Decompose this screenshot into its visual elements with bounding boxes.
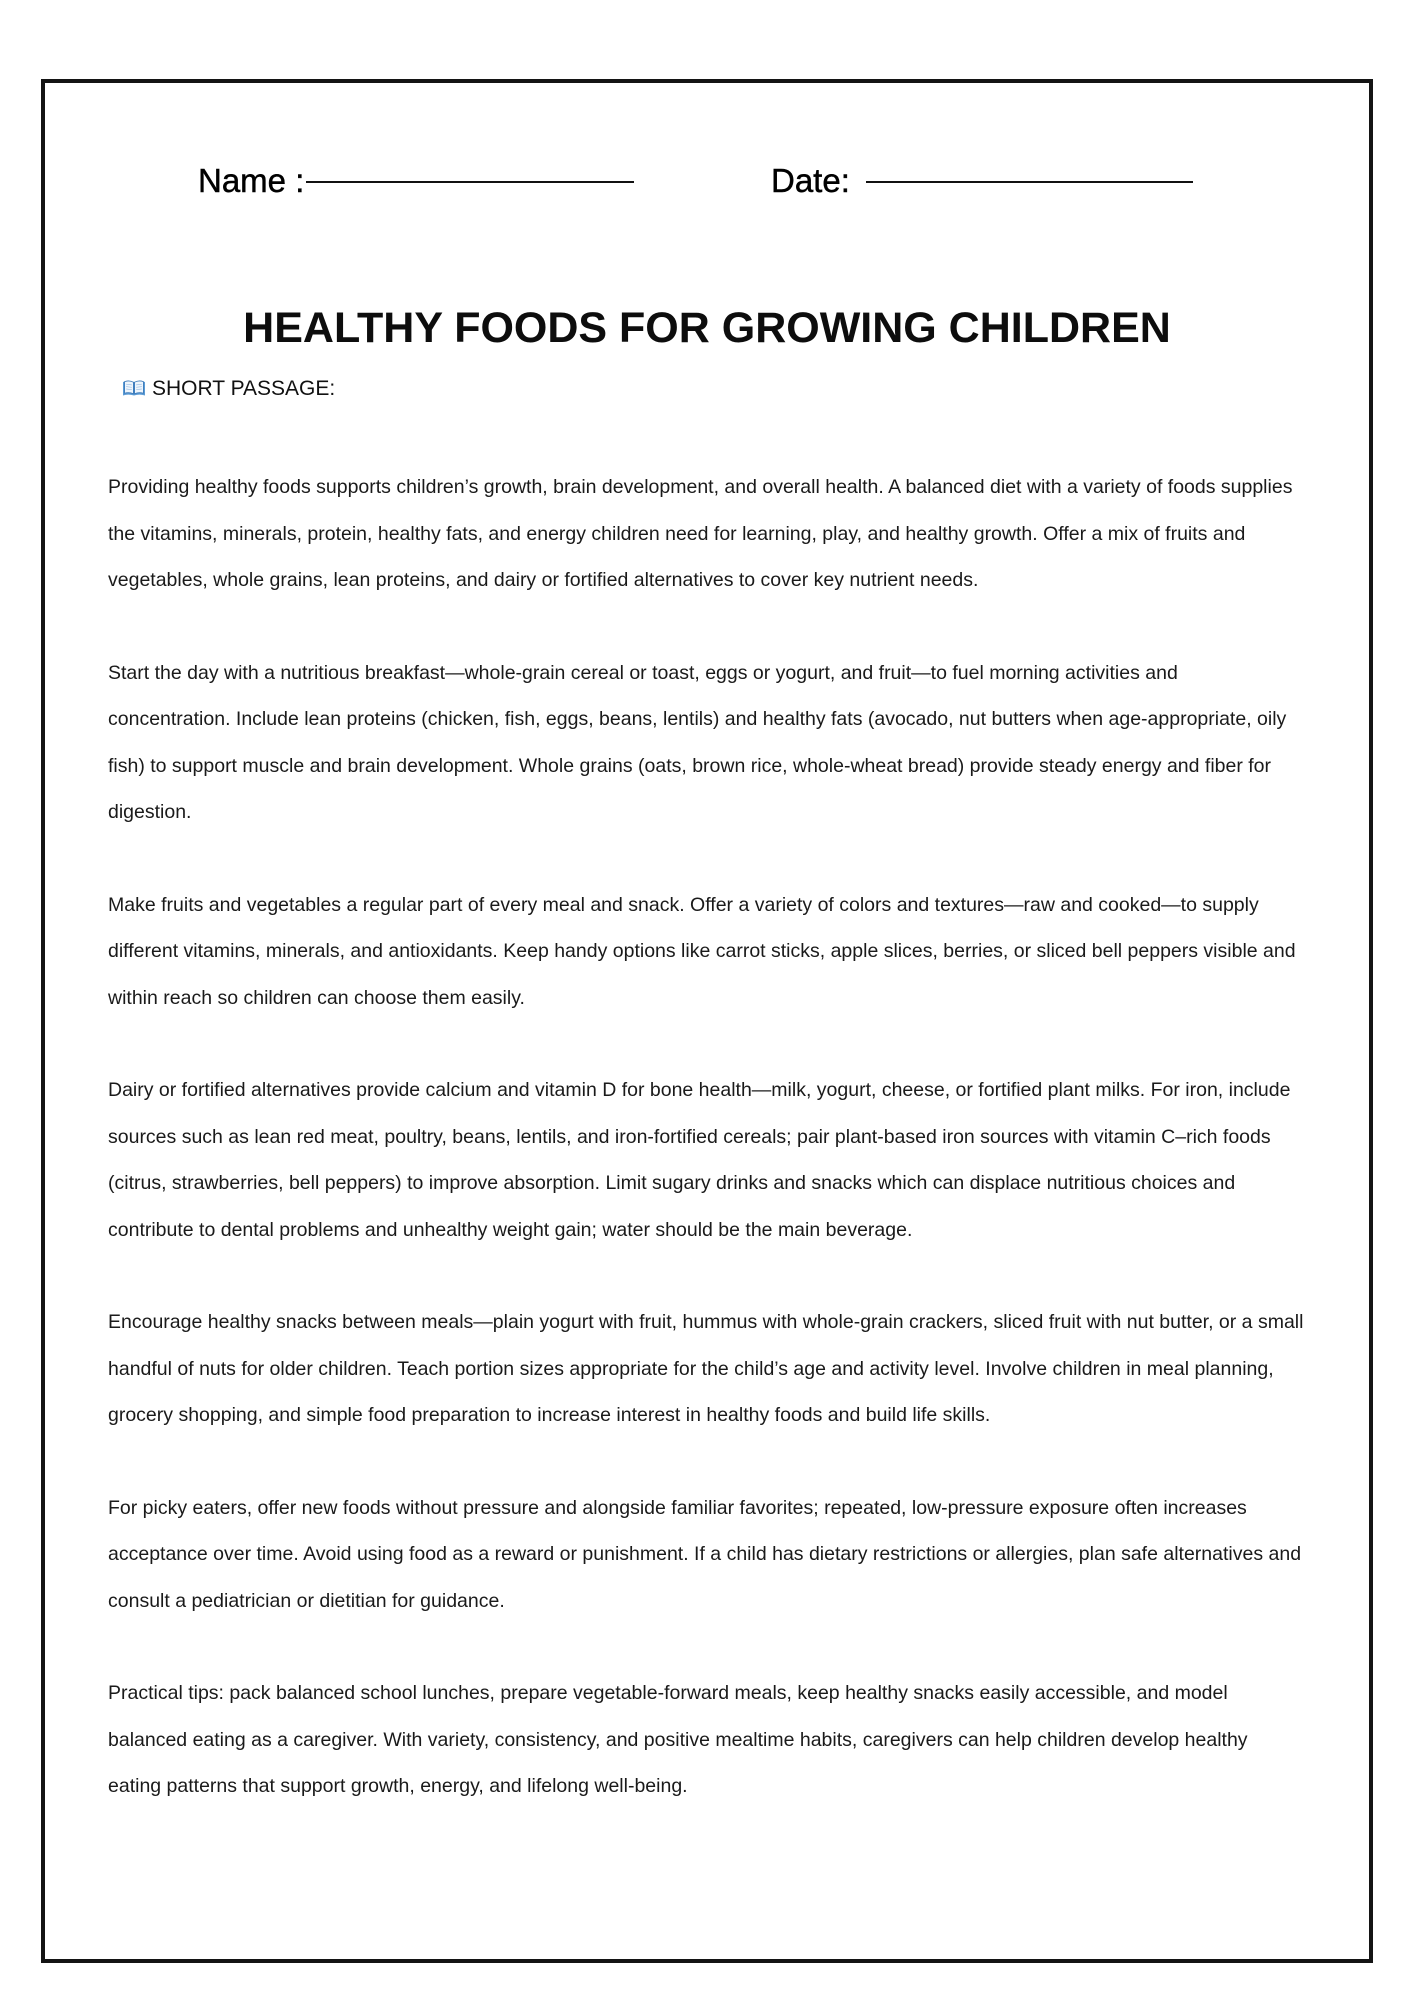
passage-paragraph: Start the day with a nutritious breakfast—whole-grain cereal or toast, eggs or yogurt, and fruit—to fuel morning activities and concentration. Include lean proteins (chicken, fish, eggs, beans, lentils) and healthy fats (avocado, nut butters when age-appropriate, oily fish) to support muscle and brain development. Whole grains (oats, brown rice, whole-wheat bread) provide steady energy and fiber for digestion.	[108, 661, 1287, 823]
passage-paragraph: For picky eaters, offer new foods without pressure and alongside familiar favorites; repeated, low-pressure exposure often increases acceptance over time. Avoid using food as a reward or punishment. If a child has dietary restrictions or allergies, plan safe alternatives and consult a pediatrician or dietitian for guidance.	[108, 1496, 1302, 1612]
passage-paragraph: Make fruits and vegetables a regular part of every meal and snack. Offer a variety of colors and textures—raw and cooked—to supply different vitamins, minerals, and antioxidants. Keep handy options like carrot sticks, apple slices, berries, or sliced bell peppers visible and within reach so children can choose them easily.	[108, 893, 1296, 1009]
section-heading	[122, 376, 335, 400]
date-label: Date:	[771, 162, 850, 199]
section-label: SHORT PASSAGE:	[152, 376, 336, 400]
passage-paragraph: Encourage healthy snacks between meals—plain yogurt with fruit, hummus with whole-grain crackers, sliced fruit with nut butter, or a small handful of nuts for older children. Teach portion sizes appropriate for the child’s age and activity level. Involve children in meal planning, grocery shopping, and simple food preparation to increase interest in healthy foods and build life skills.	[108, 1311, 1304, 1426]
page-title: HEALTHY FOODS FOR GROWING CHILDREN	[243, 304, 1171, 352]
name-label: Name :	[198, 162, 305, 199]
book-icon	[122, 379, 146, 397]
name-blank-line	[306, 181, 634, 183]
passage-paragraph: Dairy or fortified alternatives provide calcium and vitamin D for bone health—milk, yogurt, cheese, or fortified plant milks. For iron, include sources such as lean red meat, poultry, beans, lentils, and iron-fortified cereals; pair plant-based iron sources with vitamin C–rich foods (citrus, strawberries, bell peppers) to improve absorption. Limit sugary drinks and snacks which can displace nutritious choices and contribute to dental problems and unhealthy weight gain; water should be the main beverage.	[108, 1079, 1291, 1241]
passage-paragraph: Practical tips: pack balanced school lunches, prepare vegetable-forward meals, keep healthy snacks easily accessible, and model balanced eating as a caregiver. With variety, consistency, and positive mealtime habits, caregivers can help children develop healthy eating patterns that support growth, energy, and lifelong well-being.	[108, 1682, 1248, 1797]
passage	[108, 464, 1304, 1856]
date-blank-line	[866, 181, 1193, 183]
passage-paragraph: Providing healthy foods supports children’s growth, brain development, and overall health. A balanced diet with a variety of foods supplies the vitamins, minerals, protein, healthy fats, and energy children need for learning, play, and healthy growth. Offer a mix of fruits and vegetables, whole grains, lean proteins, and dairy or fortified alternatives to cover key nutrient needs.	[108, 476, 1293, 591]
